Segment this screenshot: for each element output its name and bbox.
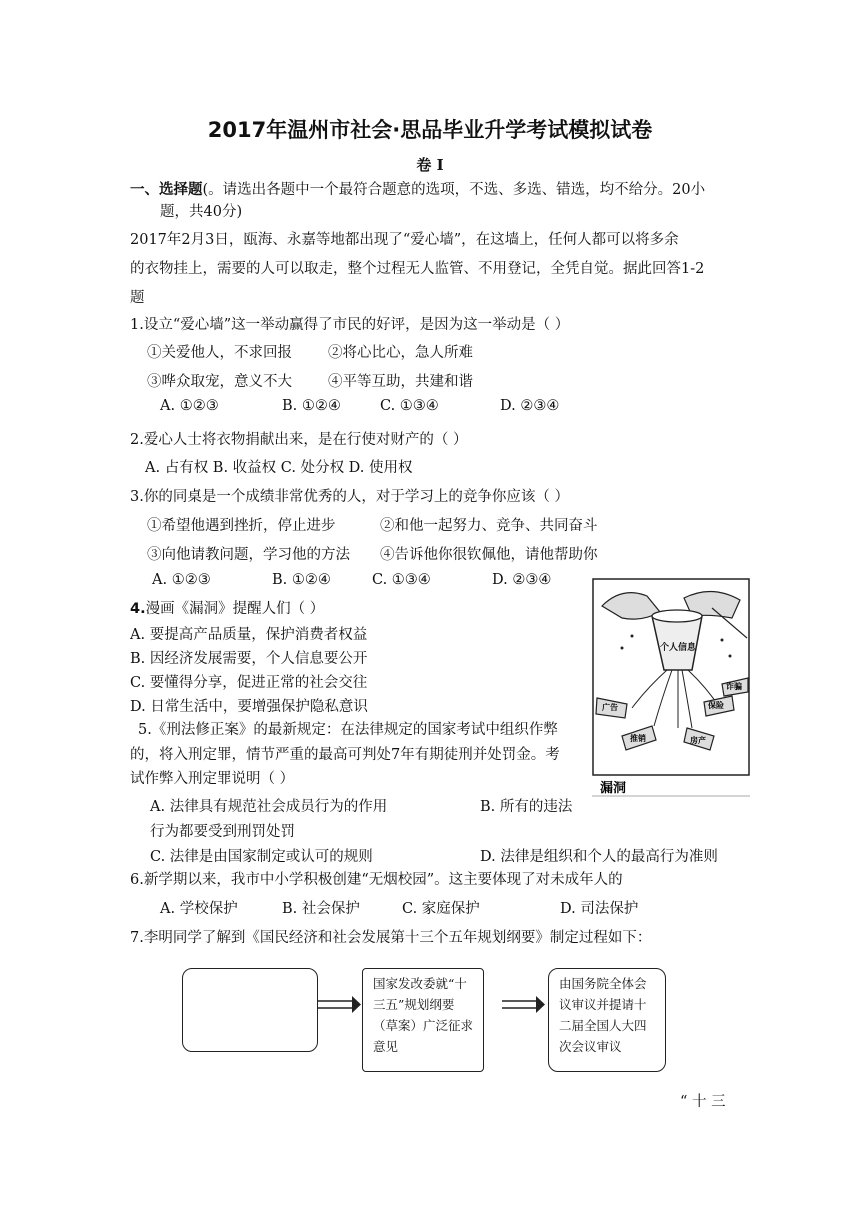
double-arrow-2 (500, 995, 546, 1015)
q3-choice-c: C. ①③④ (372, 572, 431, 588)
cup-label-realestate: 房产 (690, 736, 706, 745)
section-heading: 一、选择题 (130, 182, 203, 198)
q5-line-3: 试作弊入刑定罪说明（ ） (130, 771, 295, 787)
flow-box-blank (182, 968, 318, 1052)
passage-line-1: 2017年2月3日，瓯海、永嘉等地都出现了“爱心墙”，在这墙上，任何人都可以将多余 (130, 232, 679, 248)
bucket-label: 个人信息 (659, 643, 697, 653)
cup-label-insurance: 保险 (708, 701, 724, 710)
cup-label-sales: 推销 (630, 734, 646, 743)
q2-choices: A. 占有权 B. 收益权 C. 处分权 D. 使用权 (145, 460, 413, 476)
exam-title: 2017年温州市社会·思品毕业升学考试模拟试卷 (207, 118, 653, 142)
q1-option-1: ①关爱他人，不求回报 (147, 345, 292, 361)
cartoon-caption: 漏洞 (600, 781, 627, 796)
q5-line-1: 5.《刑法修正案》的最新规定：在法律规定的国家考试中组织作弊 (138, 722, 558, 738)
q1-choice-a: A. ①②③ (160, 398, 219, 414)
leaky-bucket-cartoon (592, 578, 750, 800)
volume-label: 卷 Ⅰ (416, 156, 444, 174)
q3-choice-a: A. ①②③ (152, 572, 211, 588)
q4-choice-c: C. 要懂得分享，促进正常的社会交往 (130, 675, 368, 691)
q4-choice-b: B. 因经济发展需要，个人信息要公开 (130, 651, 368, 667)
q1-choice-c: C. ①③④ (380, 398, 439, 414)
instruction-line-2: 题，共40分) (160, 204, 243, 220)
q1-choice-b: B. ①②④ (282, 398, 341, 414)
passage-line-2: 的衣物挂上，需要的人可以取走，整个过程无人监管、不用登记，全凭自觉。据此回答1-2 (130, 261, 705, 277)
double-arrow-1 (316, 995, 362, 1015)
q5-choice-a: A. 法律具有规范社会成员行为的作用 (150, 799, 388, 815)
q5-choice-c: C. 法律是由国家制定或认可的规则 (150, 849, 373, 865)
instruction-line-1: (。请选出各题中一个最符合题意的选项，不选、多选、错选，均不给分。20小 (202, 182, 706, 198)
q6-choice-b: B. 社会保护 (282, 901, 360, 917)
trailing-text: “ 十 三 (680, 1094, 726, 1110)
q1-option-2: ②将心比心，急人所难 (328, 345, 473, 361)
q6-choice-c: C. 家庭保护 (402, 901, 480, 917)
q3-option-4: ④告诉他你很钦佩他，请他帮助你 (380, 547, 598, 563)
q5-line-2: 的，将入刑定罪，情节严重的最高可判处7年有期徒刑并处罚金。考 (130, 747, 560, 763)
q7-stem: 7.李明同学了解到《国民经济和社会发展第十三个五年规划纲要》制定过程如下： (130, 930, 652, 946)
q6-stem: 6.新学期以来，我市中小学积极创建“无烟校园”。这主要体现了对未成年人的 (130, 872, 623, 888)
q3-stem: 3.你的同桌是一个成绩非常优秀的人，对于学习上的竞争你应该（ ） (130, 489, 569, 505)
q3-choice-d: D. ②③④ (492, 572, 552, 588)
q1-option-3: ③哗众取宠，意义不大 (147, 374, 292, 390)
q3-option-1: ①希望他遇到挫折，停止进步 (147, 518, 336, 534)
q4-number: 4. (130, 601, 146, 617)
flow-box-state-council: 由国务院全体会议审议并提请十二届全国人大四次会议审议 (548, 968, 666, 1072)
q1-stem: 1.设立“爱心墙”这一举动赢得了市民的好评，是因为这一举动是（ ） (130, 317, 570, 333)
cup-label-fraud: 诈骗 (726, 682, 742, 691)
q4-stem (130, 597, 324, 618)
q5-choice-b-cont: 行为都要受到刑罚处罚 (150, 824, 295, 840)
q4-stem-text: 漫画《漏洞》提醒人们（ ） (145, 601, 325, 617)
q3-choice-b: B. ①②④ (272, 572, 331, 588)
cup-label-ad: 广告 (602, 703, 618, 712)
passage-line-3: 题 (130, 290, 145, 306)
q3-option-3: ③向他请教问题，学习他的方法 (147, 547, 350, 563)
q4-choice-a: A. 要提高产品质量，保护消费者权益 (130, 627, 368, 643)
q5-choice-b: B. 所有的违法 (480, 799, 573, 815)
q5-choice-d: D. 法律是组织和个人的最高行为准则 (480, 849, 718, 865)
q4-choice-d: D. 日常生活中，要增强保护隐私意识 (130, 699, 368, 715)
q2-stem: 2.爱心人士将衣物捐献出来，是在行使对财产的（ ） (130, 432, 468, 448)
q1-option-4: ④平等互助，共建和谐 (328, 374, 473, 390)
q6-choice-a: A. 学校保护 (160, 901, 238, 917)
flow-box-drc: 国家发改委就“十三五”规划纲要（草案）广泛征求意见 (362, 968, 484, 1072)
q1-choice-d: D. ②③④ (500, 398, 560, 414)
q3-option-2: ②和他一起努力、竞争、共同奋斗 (380, 518, 598, 534)
section-instruction (130, 178, 705, 199)
q6-choice-d: D. 司法保护 (560, 901, 639, 917)
